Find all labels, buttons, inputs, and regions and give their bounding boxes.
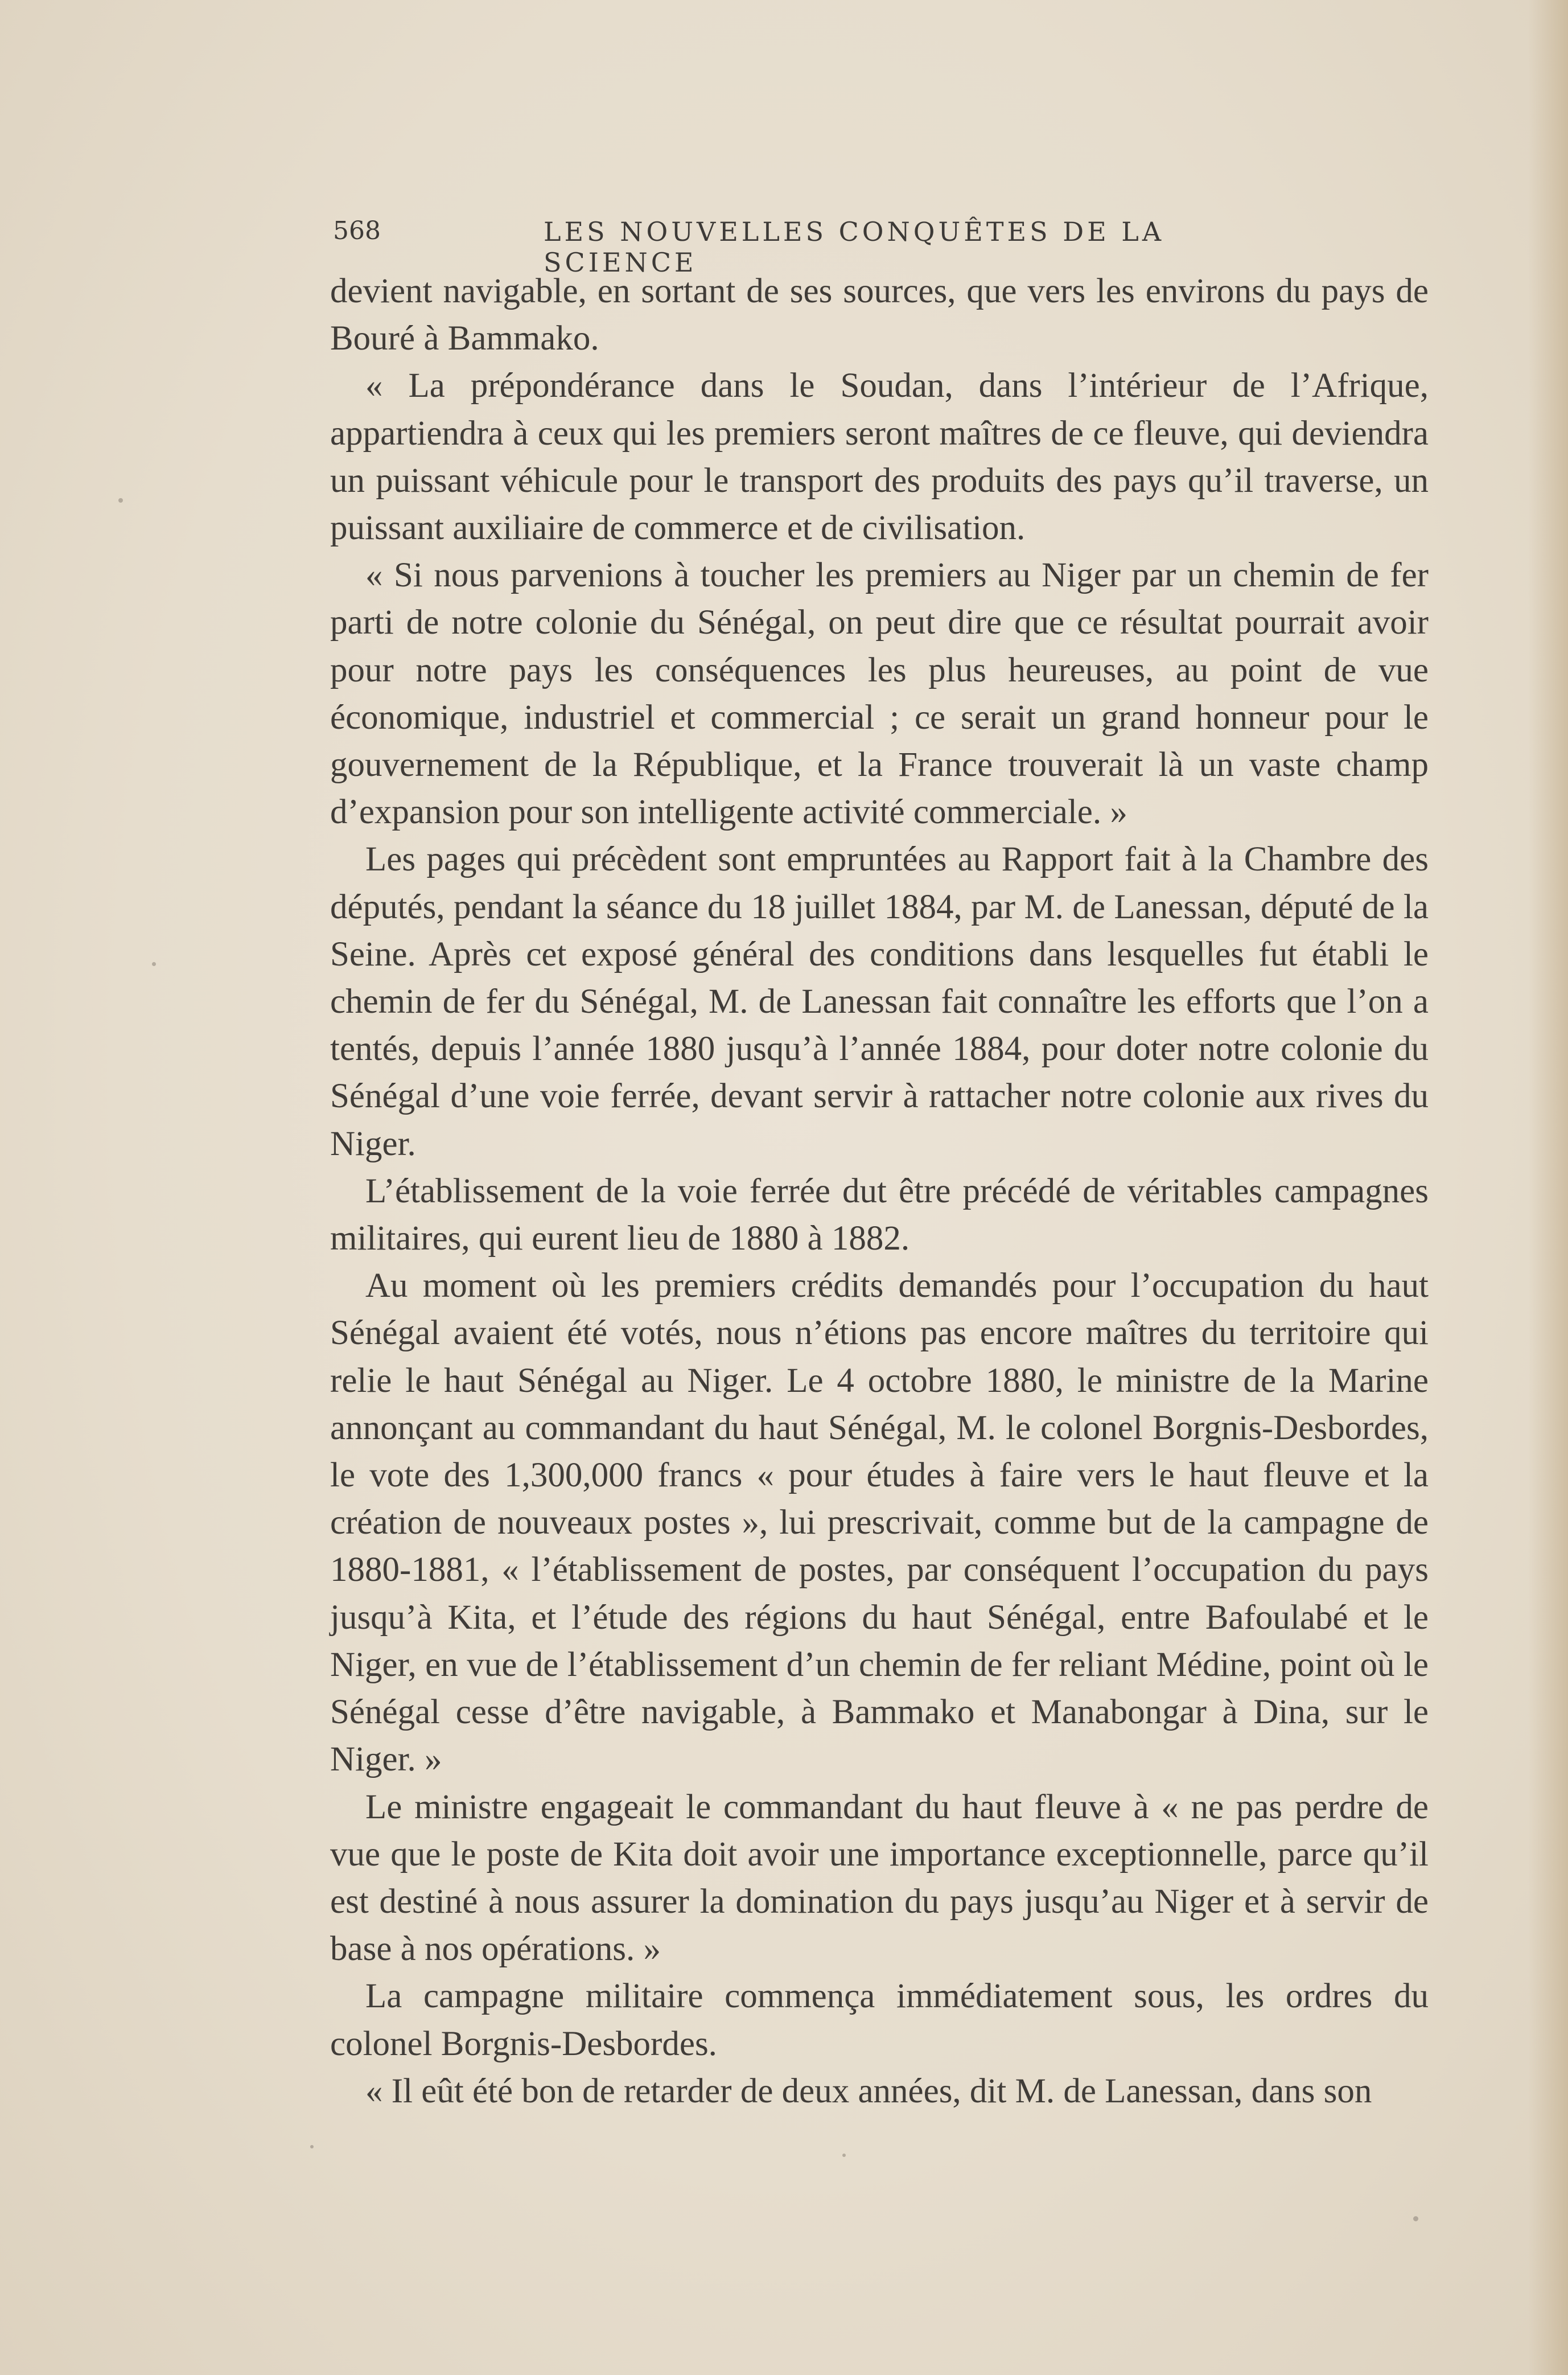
paragraph: « Il eût été bon de retarder de deux années, dit M. de Lanessan, dans son: [365, 2072, 1372, 2110]
page-number: 568: [333, 216, 381, 245]
paper-speck: [118, 498, 123, 503]
paragraph: La campagne militaire commença immédiatement sous, les ordres du colonel Borgnis-Desbordes.: [330, 1977, 1429, 2063]
body-text: [330, 268, 1429, 2115]
paragraph: Les pages qui précèdent sont empruntées au Rapport fait à la Chambre des députés, pendant la séance du 18 juillet 1884, par M. de Lanessan, député de la Seine. Après cet exposé général des conditions dans lesquelles fut établi le chemin de fer du Sénégal, M. de Lanessan fait connaître les efforts que l’on a tentés, depuis l’année 1880 jusqu’à l’année 1884, pour doter notre colonie du Sénégal d’une voie ferrée, devant servir à rattacher notre colonie aux rives du Niger.: [330, 840, 1429, 1163]
page-edge-shadow: [1528, 0, 1568, 2375]
paragraph: devient navigable, en sortant de ses sources, que vers les environs du pays de Bouré à Bammako.: [330, 272, 1429, 358]
paper-speck: [1413, 2216, 1418, 2221]
running-head-title: LES NOUVELLES CONQUÊTES DE LA SCIENCE: [544, 216, 1165, 278]
paragraph: L’établissement de la voie ferrée dut être précédé de véritables campagnes militaires, qui eurent lieu de 1880 à 1882.: [330, 1172, 1429, 1258]
paragraph: « Si nous parvenions à toucher les premiers au Niger par un chemin de fer parti de notre colonie du Sénégal, on peut dire que ce résultat pourrait avoir pour notre pays les conséquences les plus heureuses, au point de vue économique, industriel et commercial ; ce serait un grand honneur pour le gouvernement de la République, et la France trouverait là un vaste champ d’expansion pour son intelligente activité commerciale. »: [330, 556, 1429, 832]
paper-speck: [310, 2145, 314, 2148]
paragraph: Le ministre engageait le commandant du haut fleuve à « ne pas perdre de vue que le poste de Kita doit avoir une importance exceptionnelle, parce qu’il est destiné à nous assurer la domination du pays jusqu’au Niger et à servir de base à nos opérations. »: [330, 1788, 1429, 1969]
paragraph: Au moment où les premiers crédits demandés pour l’occupation du haut Sénégal avaient été votés, nous n’étions pas encore maîtres du territoire qui relie le haut Sénégal au Niger. Le 4 octobre 1880, le ministre de la Marine annonçant au commandant du haut Sénégal, M. le colonel Borgnis-Desbordes, le vote des 1,300,000 francs « pour études à faire vers le haut fleuve et la création de nouveaux postes », lui prescrivait, comme but de la campagne de 1880-1881, « l’établissement de postes, par conséquent l’occupation du pays jusqu’à Kita, et l’étude des régions du haut Sénégal, entre Bafoulabé et le Niger, en vue de l’établissement d’un chemin de fer reliant Médine, point où le Sénégal cesse d’être navigable, à Bammako et Manabongar à Dina, sur le Niger. »: [330, 1267, 1429, 1779]
running-head: [333, 212, 1221, 278]
paper-speck: [842, 2154, 846, 2157]
paper-speck: [152, 962, 156, 966]
paragraph: « La prépondérance dans le Soudan, dans l’intérieur de l’Afrique, appartiendra à ceux qui les premiers seront maîtres de ce fleuve, qui deviendra un puissant véhicule pour le transport des produits des pays qu’il traverse, un puissant auxiliaire de commerce et de civilisation.: [330, 367, 1429, 548]
